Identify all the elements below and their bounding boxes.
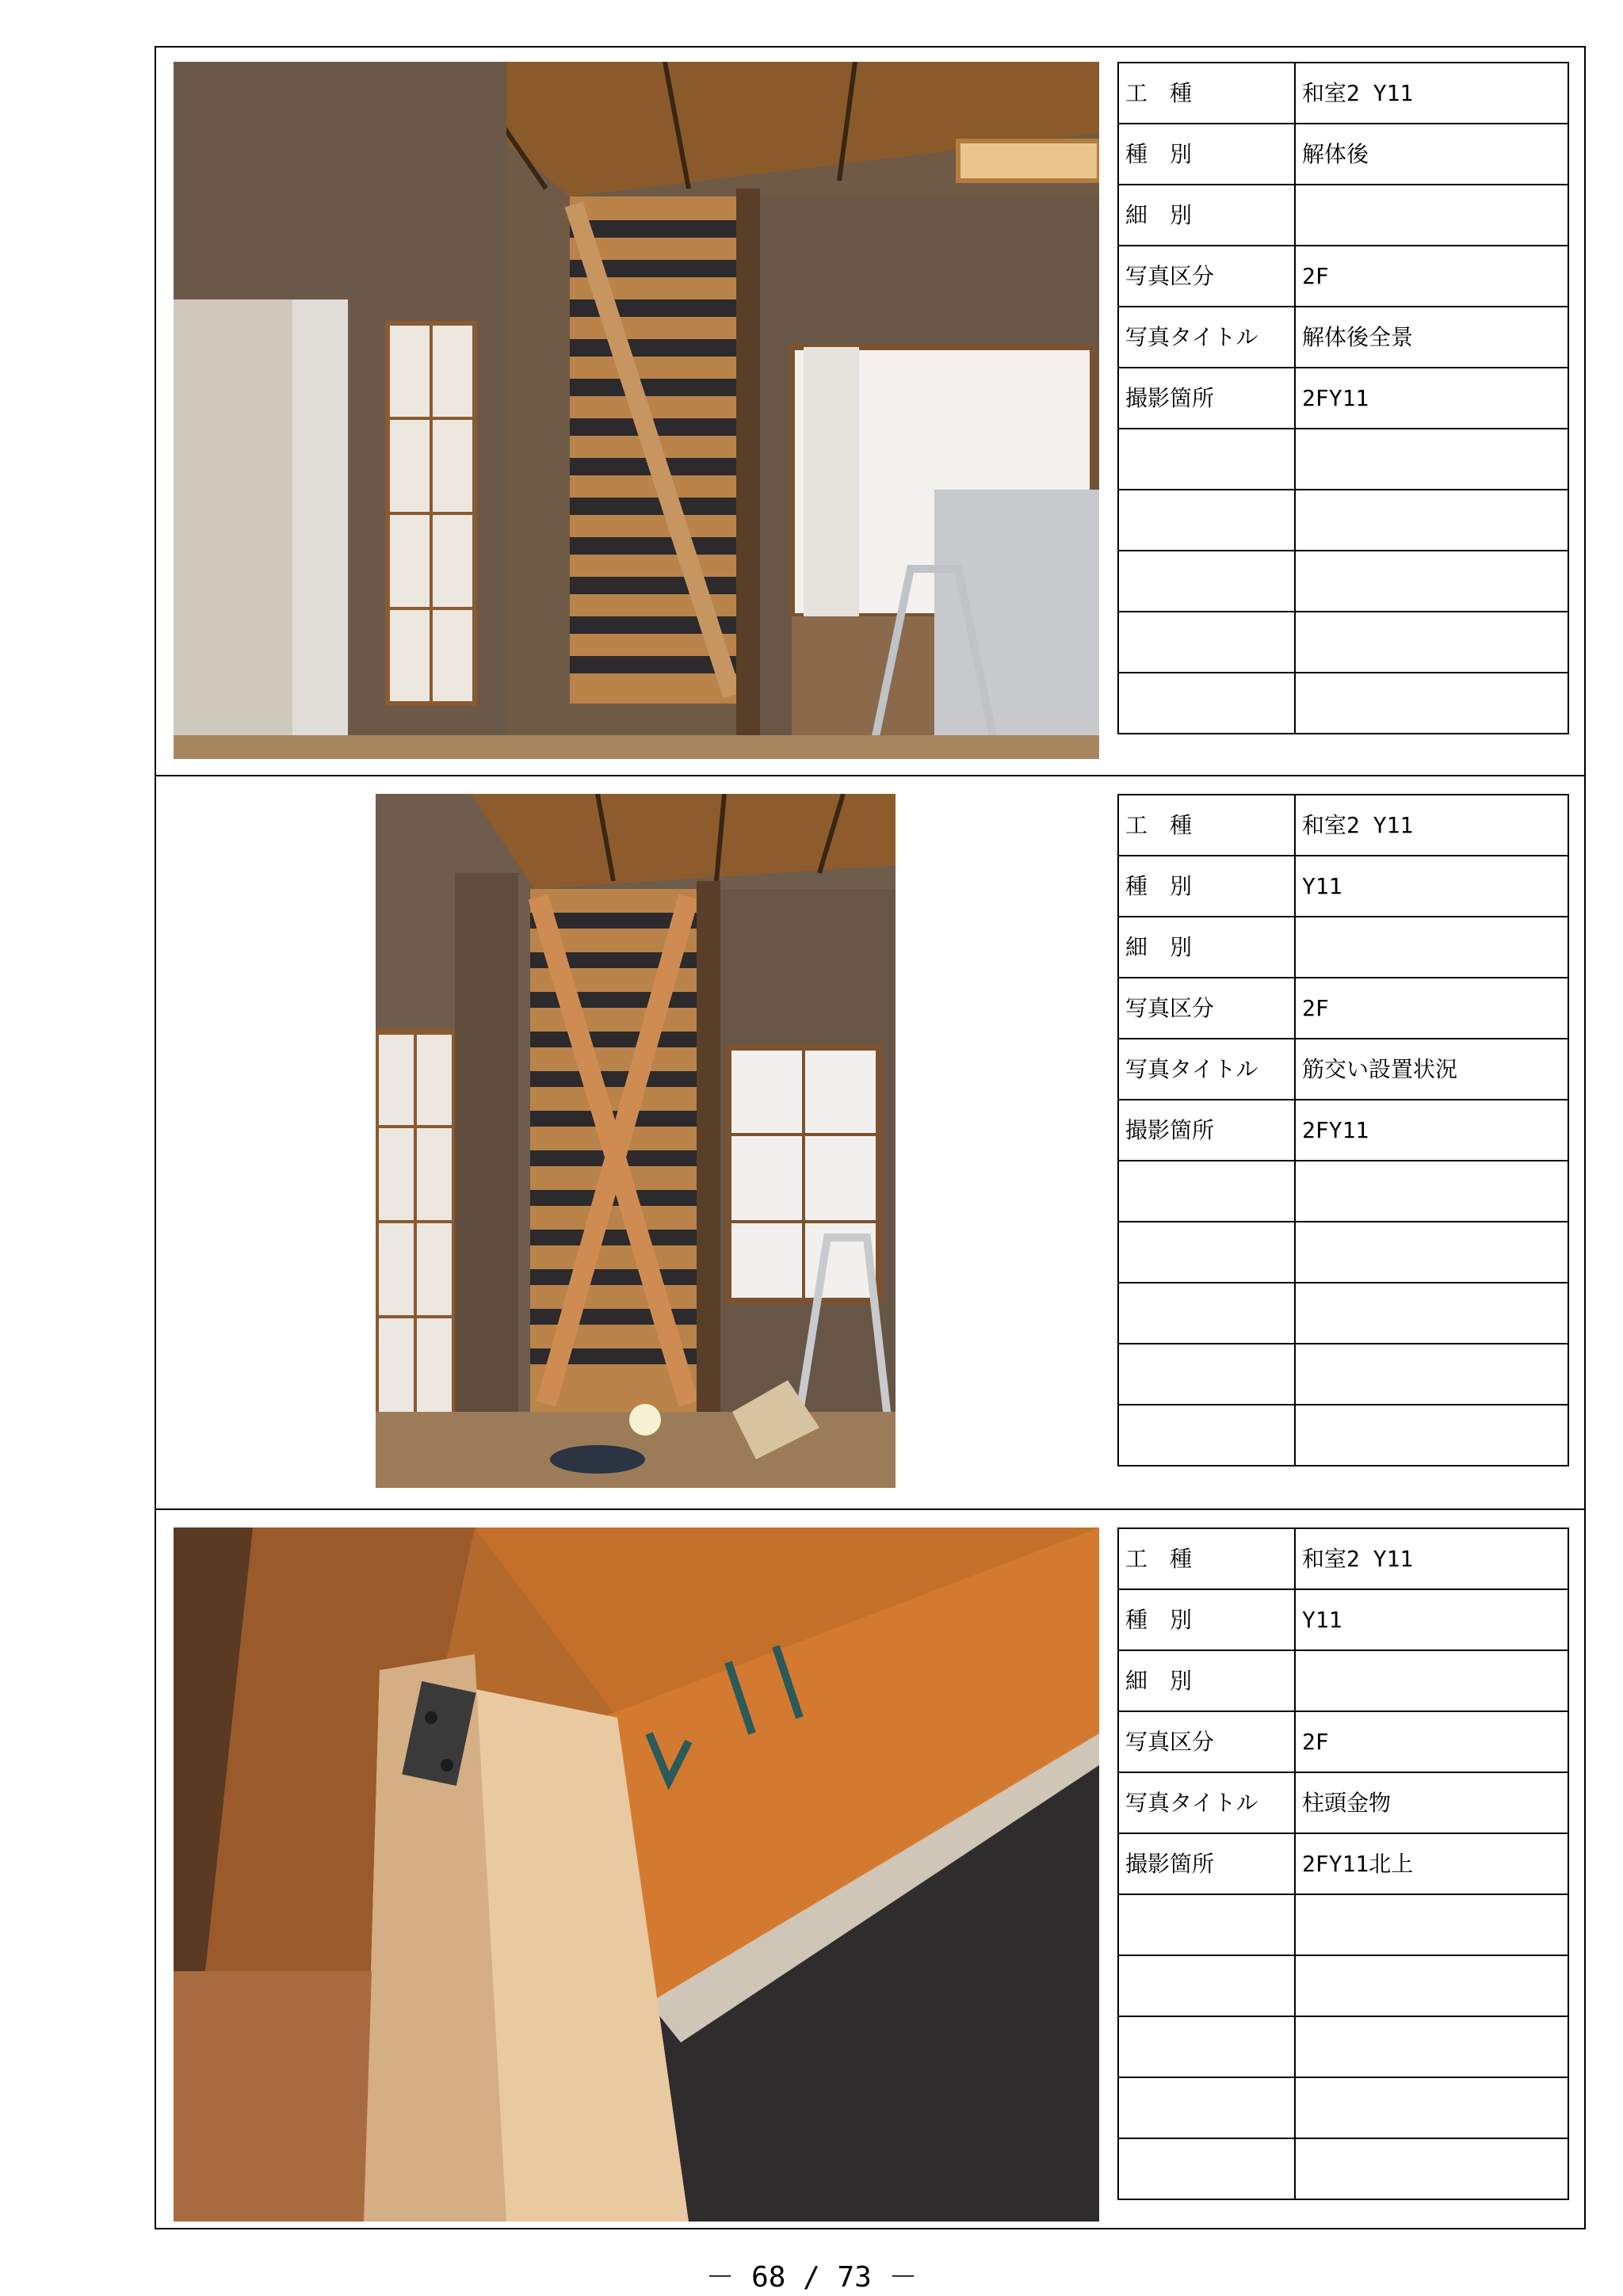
empty-row	[1118, 1405, 1568, 1466]
photo-record-3	[156, 1510, 1584, 2231]
label-koushu: 工 種	[1118, 1528, 1295, 1589]
value-koushu: 和室2 Y11	[1295, 795, 1568, 856]
value-saibetsu	[1295, 185, 1568, 246]
photo-room-after-demolition	[174, 62, 1099, 759]
label-kubun: 写真区分	[1118, 978, 1295, 1039]
value-saibetsu	[1295, 917, 1568, 978]
empty-row	[1118, 1344, 1568, 1405]
empty-row	[1118, 673, 1568, 734]
value-kubun: 2F	[1295, 978, 1568, 1039]
label-koushu: 工 種	[1118, 63, 1295, 124]
label-shubetsu: 種 別	[1118, 856, 1295, 917]
photo-info-table-3	[1117, 1527, 1569, 2200]
label-title: 写真タイトル	[1118, 307, 1295, 368]
photo-record-1	[156, 48, 1584, 776]
empty-row	[1118, 2016, 1568, 2077]
value-shubetsu: 解体後	[1295, 124, 1568, 185]
value-shubetsu: Y11	[1295, 856, 1568, 917]
photo-ledger-frame	[155, 46, 1586, 2229]
photo-info-table-1	[1117, 62, 1569, 734]
photo-brace-installation	[376, 794, 896, 1488]
value-basho: 2FY11	[1295, 368, 1568, 429]
empty-row	[1118, 1283, 1568, 1344]
page-number: － 68 / 73 －	[705, 2261, 918, 2294]
empty-row	[1118, 2138, 1568, 2199]
empty-row	[1118, 612, 1568, 673]
empty-row	[1118, 551, 1568, 612]
label-saibetsu: 細 別	[1118, 1650, 1295, 1711]
empty-row	[1118, 1222, 1568, 1283]
label-basho: 撮影箇所	[1118, 1833, 1295, 1894]
empty-row	[1118, 490, 1568, 551]
empty-row	[1118, 1894, 1568, 1955]
value-title: 解体後全景	[1295, 307, 1568, 368]
label-koushu: 工 種	[1118, 795, 1295, 856]
photo-record-2	[156, 776, 1584, 1510]
label-title: 写真タイトル	[1118, 1772, 1295, 1833]
photo-column-head-hardware	[174, 1527, 1099, 2222]
value-kubun: 2F	[1295, 246, 1568, 307]
value-shubetsu: Y11	[1295, 1589, 1568, 1650]
value-saibetsu	[1295, 1650, 1568, 1711]
photo-info-table-2	[1117, 794, 1569, 1466]
label-title: 写真タイトル	[1118, 1039, 1295, 1100]
value-title: 筋交い設置状況	[1295, 1039, 1568, 1100]
empty-row	[1118, 429, 1568, 490]
label-saibetsu: 細 別	[1118, 185, 1295, 246]
label-shubetsu: 種 別	[1118, 124, 1295, 185]
label-basho: 撮影箇所	[1118, 368, 1295, 429]
value-basho: 2FY11北上	[1295, 1833, 1568, 1894]
value-kubun: 2F	[1295, 1711, 1568, 1772]
value-basho: 2FY11	[1295, 1100, 1568, 1161]
label-shubetsu: 種 別	[1118, 1589, 1295, 1650]
label-basho: 撮影箇所	[1118, 1100, 1295, 1161]
value-koushu: 和室2 Y11	[1295, 63, 1568, 124]
label-kubun: 写真区分	[1118, 1711, 1295, 1772]
value-title: 柱頭金物	[1295, 1772, 1568, 1833]
empty-row	[1118, 1161, 1568, 1222]
label-saibetsu: 細 別	[1118, 917, 1295, 978]
empty-row	[1118, 1955, 1568, 2016]
empty-row	[1118, 2077, 1568, 2138]
value-koushu: 和室2 Y11	[1295, 1528, 1568, 1589]
label-kubun: 写真区分	[1118, 246, 1295, 307]
